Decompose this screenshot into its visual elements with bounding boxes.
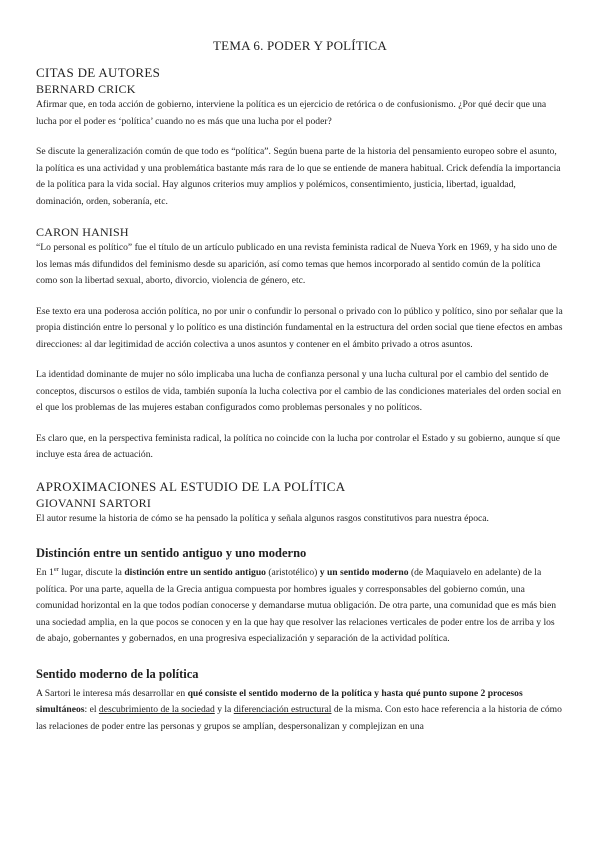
subheading-distincion: Distinción entre un sentido antiguo y uno moderno — [36, 546, 307, 560]
paragraph: Se discute la generalización común de que todo es “política”. Según buena parte de la historia del pensamiento europeo sobre el asunto, la política es una actividad y una problemática bastante más rara de lo que se entiende de manera habitual. Crick defendía la importancia de la política para la vida social. Hay algunos criterios muy amplios y polémicos, consentimiento, justicia, libertad, igualdad, dominación, orden, soberanía, etc. — [36, 146, 561, 207]
paragraph: “Lo personal es político” fue el título de un artículo publicado en una revista feminista radical de Nueva York en 1969, y ha sido uno de los lemas más difundidos del feminismo desde su aparición, así como temas que hemos incorporado al sentido común de la política como son la libertad sexual, aborto, divorcio, violencia de género, etc. — [36, 242, 557, 286]
paragraph-distincion: En 1er lugar, discute la distinción entre un sentido antiguo (aristotélico) y un sentido moderno (de Maquiavelo en adelante) de la política. Por una parte, aquella de la Grecia antigua compuesta por hombres iguales y corresponsables del gobierno común, una comunidad horizontal en la que todos podían conocerse y demandarse mutua obligación. De otra parte, una comunidad que es más bien una sociedad amplia, en la que pocos se conocen y en la que hay que resolver las relaciones verticales de poder entre los de arriba y los de abajo, gobernantes y gobernados, en una progresiva especialización y separación de la actividad política. — [36, 565, 557, 644]
section-heading-aproximaciones: APROXIMACIONES AL ESTUDIO DE LA POLÍTICA — [36, 478, 346, 494]
paragraph: Ese texto era una poderosa acción política, no por unir o confundir lo personal o privado con lo público y político, sino por señalar que la propia distinción entre lo personal y lo político es una distinción fundamental en la estructura del orden social que tiene efectos en ambas direcciones: al dar legitimidad de acción colectiva a unos asuntos y contener en el ámbito privado a otros asuntos. — [36, 305, 563, 350]
paragraph: La identidad dominante de mujer no sólo implicaba una lucha de confianza personal y una lucha cultural por el cambio del sentido de conceptos, discursos o estilos de vida, también suponía la lucha colectiva por el cambio de las condiciones materiales del orden social en el que los problemas de las mujeres estaban configurados como problemas personales y no políticos. — [36, 369, 562, 413]
paragraph: El autor resume la historia de cómo se ha pensado la política y señala algunos rasgos constitutivos para nuestra época. — [36, 512, 489, 524]
section-heading-citas: CITAS DE AUTORES — [36, 65, 161, 80]
page-title: TEMA 6. PODER Y POLÍTICA — [213, 38, 387, 53]
author-heading-crick: BERNARD CRICK — [36, 82, 136, 96]
subheading-moderno: Sentido moderno de la política — [36, 666, 199, 681]
paragraph-moderno: A Sartori le interesa más desarrollar en qué consiste el sentido moderno de la política y hasta qué punto supone 2 procesos simultáneos: el descubrimiento de la sociedad y la diferenciación estructural de la misma. Con esto hace referencia a la historia de cómo las relaciones de poder entre las personas y grupos se amplían, despersonalizan y complejizan en una — [36, 687, 562, 732]
author-heading-hanish: CARON HANISH — [36, 225, 129, 239]
paragraph: Es claro que, en la perspectiva feminista radical, la política no coincide con la lucha por controlar el Estado y su gobierno, aunque sí que incluye esta área de actuación. — [36, 432, 561, 460]
author-heading-sartori: GIOVANNI SARTORI — [36, 495, 152, 510]
paragraph: Afirmar que, en toda acción de gobierno, interviene la política es un ejercicio de retórica o de confusionismo. ¿Por qué decir que una lucha por el poder es ‘política’ cuando no es más que una lucha por el poder? — [36, 99, 547, 127]
